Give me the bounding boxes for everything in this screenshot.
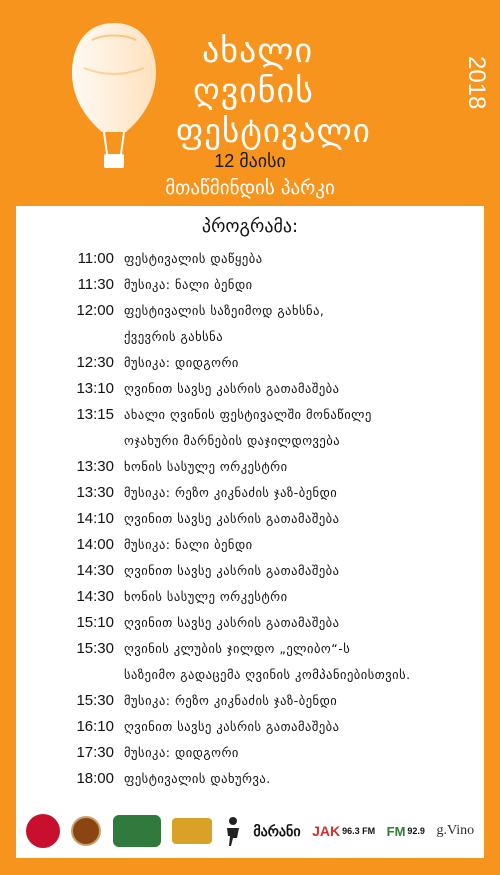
- radio-logo: [387, 824, 425, 839]
- title-line-1: ახალი: [202, 31, 314, 71]
- jak-label: JAK: [312, 823, 341, 839]
- schedule-row: [16, 714, 484, 740]
- schedule-row: [16, 246, 484, 272]
- marani-logo: მარანი: [253, 822, 301, 839]
- schedule-row: [16, 610, 484, 636]
- schedule-text: ღვინით სავსე კასრის გათამაშება: [124, 511, 340, 526]
- schedule-row: [16, 350, 484, 376]
- schedule-time: 13:30: [76, 458, 114, 475]
- schedule-text: ფესტივალის საზეიმოდ გახსნა, ქვევრის გახსნა: [124, 303, 325, 344]
- sponsor-logos: [0, 808, 500, 854]
- year-label: 2018: [463, 56, 490, 110]
- schedule-row: [16, 402, 484, 454]
- open-book-logo: [172, 818, 212, 844]
- schedule-list: [16, 246, 484, 792]
- schedule-text: ფესტივალის დაწყება: [124, 251, 263, 266]
- jak-frequency: 96.3 FM: [342, 826, 376, 836]
- schedule-row: [16, 558, 484, 584]
- jak-radio-logo: [312, 823, 375, 839]
- schedule-row: [16, 272, 484, 298]
- schedule-text: ახალი ღვინის ფესტივალში მონაწილე ოჯახური მარნების დაჯილდოვება: [124, 407, 372, 448]
- person-icon: [224, 816, 242, 846]
- wine-club-logo: [71, 816, 101, 846]
- gvino-logo: g.Vino: [436, 823, 475, 838]
- festival-title: [170, 26, 490, 150]
- schedule-text: მუსიკა: რეზო კიკნაძის ჯაზ-ბენდი: [124, 693, 338, 708]
- schedule-time: 17:30: [76, 744, 114, 761]
- schedule-text: ღვინის კლუბის ჯილდო „ელიბო“-ს საზეიმო გადაცემა ღვინის კომპანიებისთვის.: [124, 641, 411, 682]
- schedule-time: 11:30: [77, 276, 114, 293]
- schedule-time: 18:00: [76, 770, 114, 787]
- schedule-time: 13:15: [76, 406, 114, 423]
- schedule-text: მუსიკა: ნალი ბენდი: [124, 277, 253, 292]
- schedule-time: 13:10: [76, 380, 114, 397]
- schedule-text: ღვინით სავსე კასრის გათამაშება: [124, 719, 340, 734]
- schedule-time: 15:30: [76, 692, 114, 709]
- city-badge-logo: [113, 815, 161, 847]
- schedule-time: 12:30: [76, 354, 114, 371]
- schedule-text: ხონის სასულე ორკესტრი: [124, 589, 288, 604]
- title-line-2: ღვინის: [193, 71, 314, 111]
- schedule-row: [16, 454, 484, 480]
- schedule-text: მუსიკა: ნალი ბენდი: [124, 537, 253, 552]
- schedule-text: მუსიკა: დიდგორი: [124, 745, 239, 760]
- schedule-text: ფესტივალის დახურვა.: [124, 771, 271, 786]
- schedule-time: 14:00: [76, 536, 114, 553]
- schedule-row: [16, 688, 484, 714]
- schedule-time: 16:10: [76, 718, 114, 735]
- schedule-row: [16, 480, 484, 506]
- schedule-row: [16, 636, 484, 688]
- schedule-time: 11:00: [77, 250, 114, 267]
- schedule-time: 14:30: [76, 588, 114, 605]
- hot-air-balloon-icon: [64, 18, 164, 173]
- radio-frequency: 92.9: [407, 826, 425, 836]
- program-title: პროგრამა:: [201, 216, 299, 237]
- red-emblem-logo: [26, 814, 60, 848]
- schedule-time: 12:00: [76, 302, 114, 319]
- bottom-strip: [0, 858, 500, 875]
- schedule-text: ღვინით სავსე კასრის გათამაშება: [124, 615, 340, 630]
- program-card: [16, 206, 484, 858]
- schedule-time: 14:10: [76, 510, 114, 527]
- event-place: მთაწმინდის პარკი: [165, 177, 335, 199]
- schedule-row: [16, 506, 484, 532]
- schedule-row: [16, 584, 484, 610]
- schedule-text: ხონის სასულე ორკესტრი: [124, 459, 288, 474]
- schedule-row: [16, 298, 484, 350]
- event-date: 12 მაისი: [214, 151, 286, 171]
- radio-label: FM: [386, 823, 406, 839]
- schedule-time: 15:10: [76, 614, 114, 631]
- schedule-text: მუსიკა: დიდგორი: [124, 355, 239, 370]
- schedule-time: 15:30: [76, 640, 114, 657]
- schedule-row: [16, 532, 484, 558]
- schedule-row: [16, 376, 484, 402]
- schedule-row: [16, 766, 484, 792]
- schedule-text: ღვინით სავსე კასრის გათამაშება: [124, 381, 340, 396]
- schedule-text: ღვინით სავსე კასრის გათამაშება: [124, 563, 340, 578]
- schedule-time: 14:30: [76, 562, 114, 579]
- schedule-row: [16, 740, 484, 766]
- title-line-3: ფესტივალი: [176, 111, 371, 150]
- schedule-time: 13:30: [76, 484, 114, 501]
- schedule-text: მუსიკა: რეზო კიკნაძის ჯაზ-ბენდი: [124, 485, 338, 500]
